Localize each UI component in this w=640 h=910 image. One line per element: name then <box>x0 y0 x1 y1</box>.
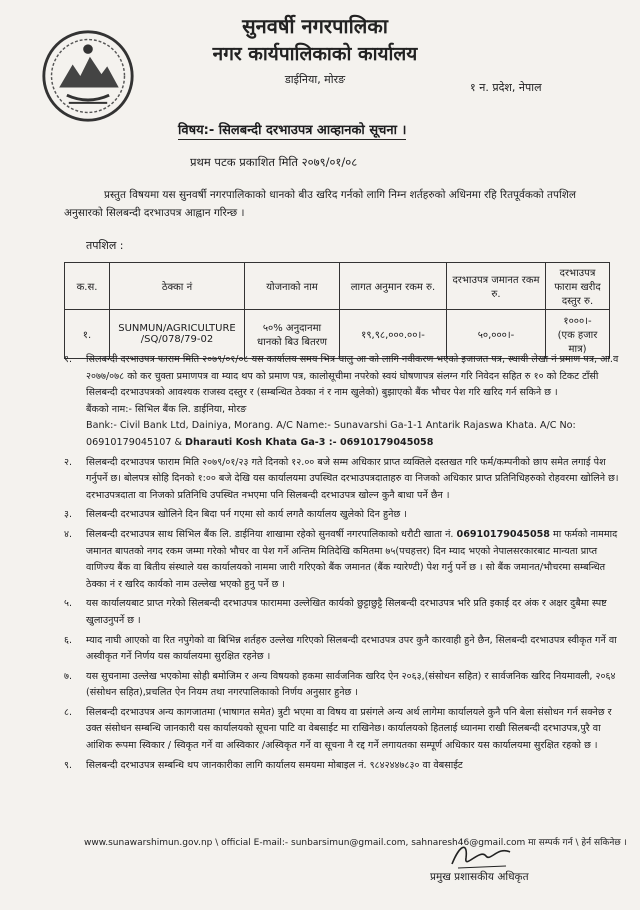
bank-details <box>86 418 620 451</box>
fee-line-2: (एक हजार मात्र) <box>557 330 598 355</box>
condition-text: यस सुचनामा उल्लेख भएकोमा सोही बमोजिम र अन्य विषयको हकमा सार्वजनिक खरिद ऐन २०६३,(संसोधन सहित) र सार्वजनिक खरिद नियमावली, २०६४ (संसोधन सहित),प्रचलित ऐन नियम तथा नगरपालिकाको निर्णय अनुसार हुनेछ । <box>86 670 616 699</box>
condition-1 <box>64 352 620 452</box>
condition-number: ८. <box>64 706 73 718</box>
condition-number: १. <box>64 354 73 365</box>
cell-estimate: १९,९८,०००.००।- <box>340 310 447 359</box>
condition-text: सिलबन्दी दरभाउपत्र फाराम मिति २०७९/०१/०८ यस कार्यालय समय भित्र चालु आ को लागि नवीकरण भएको इजाजत पत्र, स्थायी लेखा नं प्रमाण पत्र, आ.व २०७७/०७८ को कर चुक्ता प्रमाणपत्र वा म्याद थप को प्रमाण पत्र, कालोसूचीमा नपरेको स्वयं घोषणापत्र संलग्न गरि निवेदन सहित रु १० को टिकट टाँसी सिलबन्दी दरभाउपत्रको आवश्यक राजस्व दस्तुर र (सम्बन्धित ठेक्का नं र नाम खुलेको) बुझाएको बैंक भौचर पेश गरि खरिद गर्न सकिने छ । <box>86 354 619 399</box>
condition-number: ६. <box>64 634 73 646</box>
municipality-emblem-icon <box>40 28 136 124</box>
fee-line-1: १०००।- <box>563 316 592 327</box>
condition-5 <box>64 596 620 629</box>
condition-text <box>86 527 620 593</box>
condition-text: सिलबन्दी दरभाउपत्र खोलिने दिन बिदा पर्न गएमा सो कार्य लगतै कार्यालय खुलेको दिन हुनेछ । <box>86 509 407 521</box>
condition-number: २. <box>64 456 73 468</box>
signature-icon <box>446 838 516 874</box>
condition-number: ४. <box>64 528 73 540</box>
condition-text-a: सिलबन्दी दरभाउपत्र साथ सिभिल बैंक लि. डाईनिया शाखामा रहेको सुनवर्षी नगरपालिकाको धरौटी खाता नं. <box>86 528 454 540</box>
col-header-contract: ठेक्का नं <box>110 263 245 310</box>
condition-text: सिलबन्दी दरभाउपत्र फाराम मिति २०७९/०१/२३ गते दिनको १२.०० बजे सम्म अधिकार प्राप्त व्यक्तिले दस्तखत गरि फर्म/कम्पनीको छाप समेत लगाई पेश गर्नुपर्ने छ। बोलपत्र सोहि दिनको १:०० बजे देखि यस कार्यालयमा उपस्थित दरभाउपत्रदाताहरु वा निजको अधिकार प्राप्त प्रतिनिधिहरुको रोहवरमा खोलिने छ। दरभाउपत्रदाता वा निजको प्रतिनिधि उपस्थित नभएमा पनि सिलबन्दी दरभाउपत्र खोल्न कुनै बाधा पर्ने छैन । <box>86 456 619 501</box>
project-line-2: धानको बिउ बितरण <box>256 337 328 348</box>
municipality-name: सुनवर्षी नगरपालिका <box>242 14 388 38</box>
signer-title: प्रमुख प्रशासकीय अधिकृत <box>430 871 529 883</box>
condition-number: ५. <box>64 598 73 610</box>
province-label: १ न. प्रदेश, नेपाल <box>470 81 542 94</box>
cell-sn: १. <box>65 310 110 359</box>
condition-8 <box>64 705 620 755</box>
condition-9 <box>64 758 620 775</box>
condition-number: ३. <box>64 509 73 521</box>
notice-subject: विषय:- सिलबन्दी दरभाउपत्र आव्हानको सूचना । <box>178 120 406 140</box>
col-header-project: योजनाको नाम <box>245 263 340 310</box>
intro-paragraph: प्रस्तुत विषयमा यस सुनवर्षी नगरपालिकाको धानको बीउ खरिद गर्नको लागि निम्न शर्तहरुको अधिनमा रहि रितपूर्वकको तपशिल अनुसारको सिलबन्दी दरभाउपत्र आह्वान गरिन्छ । <box>64 189 576 219</box>
office-location: डाईनिया, मोरङ <box>284 73 346 86</box>
condition-text: सिलबन्दी दरभाउपत्र सम्बन्धि थप जानकारीका लागि कार्यालय समयमा मोबाइल नं. ९८४२४४७८३० वा वेबसाईट <box>86 759 463 771</box>
bank-details-text: Bank:- Civil Bank Ltd, Dainiya, Morang. A/C Name:- Sunavarshi Ga-1-1 Antarik Rajaswa Khata. A/C No: 06910179045107 & <box>86 420 576 448</box>
bank-name: बैंकको नाम:- सिभिल बैंक लि. डाईनिया, मोरङ <box>86 403 247 415</box>
office-name: नगर कार्यपालिकाको कार्यालय <box>212 43 418 65</box>
contract-line-2: /SQ/078/79-02 <box>140 334 214 345</box>
condition-text-b: मा फर्मको नाममाद जमानत बापतको नगद रकम जम्मा गरेको भौचर वा पेश गर्ने अन्तिम मितिदेखि कमितमा ७५(पचहत्तर) दिन म्याद भएको नेपालसरकारबाट मान्यता प्राप्त वाणिज्य बैंक वा बितीय संस्थाले यस कार्यालयको नाममा जारी गरिएको बैंक जमानत (बैंक ग्यारेण्टी) पेश गर्नु पर्ने छ । सो बैंक जमानत/भौचरमा सम्बन्धित ठेक्का नं र खरिद कार्यको नाम उल्लेख भएको हुनु पर्ने छ । <box>86 528 618 590</box>
contract-line-1: SUNMUN/AGRICULTURE <box>118 323 236 334</box>
publish-date: प्रथम पटक प्रकाशित मिति २०७९/०१/०८ <box>190 155 358 169</box>
deposit-account-number: 06910179045058 <box>456 528 550 540</box>
tapasil-label: तपशिल : <box>86 239 124 252</box>
condition-text: यस कार्यालयबाट प्राप्त गरेको सिलबन्दी दरभाउपत्र फाराममा उल्लेखित कार्यको छुट्टाछुट्टै सिलबन्दी दरभाउपत्र भरि प्रति इकाई दर अंक र अक्षर दुबैमा स्पष्ट खुलाउनुपर्ने छ । <box>86 598 607 626</box>
table-header-row <box>65 263 610 310</box>
condition-text: सिलबन्दी दरभाउपत्र अन्य कागजातमा (भाषागत समेत) त्रुटी भएमा वा विषय वा प्रसंगले अन्य अर्थ लागेमा कार्यालयले कुनै पनि बेला संसोधन गर्न सक्नेछ र उक्त संसोधन सम्बन्धि जानकारी यस कार्यालयको सूचना पाटि वा वेबसाईट मा राखिनेछ। कार्यालयको हितलाई ध्यानमा राखी सिलबन्दी दरभाउपत्र,पुरै वा आंशिक रूपमा स्विकार / स्विकृत गर्ने वा अस्विकार /अस्विकृत गर्ने वा सूचना नै रद्द गर्ने लगायतका सम्पूर्ण अधिकार यस कार्यालयमा सुरक्षित रहको छ । <box>86 706 612 752</box>
condition-number: ९. <box>64 759 73 771</box>
col-header-security: दरभाउपत्र जमानत रकम रु. <box>447 263 546 310</box>
col-header-fee: दरभाउपत्र फाराम खरीद दस्तुर रु. <box>546 263 610 310</box>
condition-7 <box>64 669 620 702</box>
condition-number: ७. <box>64 670 73 682</box>
contact-line: www.sunawarshimun.gov.np \ official E-mail:- sunbarsimun@gmail.com, sahnaresh46@gmail.com मा सम्पर्क गर्न \ हेर्न सकिनेछ । <box>84 838 627 848</box>
condition-4 <box>64 527 620 593</box>
col-header-estimate: लागत अनुमान रकम रु. <box>340 263 447 310</box>
project-line-1: ५०% अनुदानमा <box>262 323 322 334</box>
condition-2 <box>64 455 620 505</box>
conditions-list <box>64 352 620 777</box>
tender-table <box>64 262 610 359</box>
condition-6 <box>64 633 620 666</box>
condition-3 <box>64 507 620 524</box>
cell-security: ५०,०००।- <box>447 310 546 359</box>
col-header-sn: क.स. <box>65 263 110 310</box>
bank-details-bold: Dharauti Kosh Khata Ga-3 :- 06910179045058 <box>185 436 434 448</box>
condition-text: म्याद नाघी आएको वा रित नपुगेको वा बिभिन्न शर्तहरु उल्लेख गरिएको सिलबन्दी दरभाउपत्र उपर कुनै कारवाही हुने छैन, सिलबन्दी दरभाउपत्र स्वीकृत गर्ने वा अस्वीकृत गर्ने निर्णय यस कार्यालयमा सुरक्षित रहनेछ । <box>86 634 617 663</box>
